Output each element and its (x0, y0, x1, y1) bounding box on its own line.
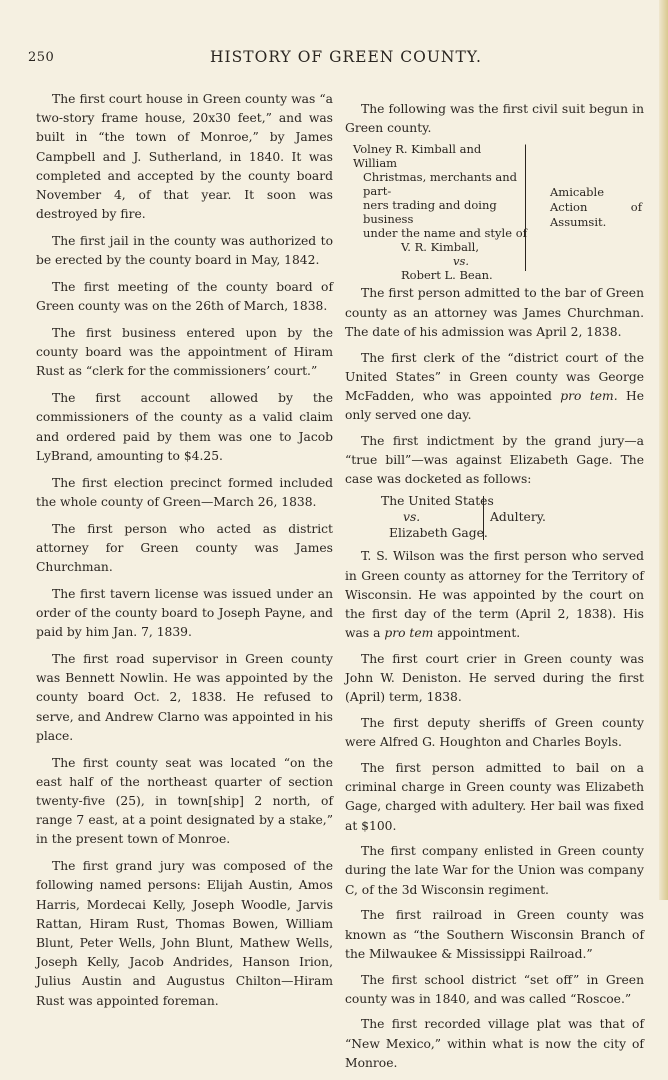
text-run: The first clerk of the “district court of the United States” in Green county was George McFadden, who was appointed (345, 350, 644, 403)
brace (477, 496, 484, 540)
case-line: under the name and style of (363, 226, 527, 241)
paragraph: The first grand jury was composed of the following named persons: Elijah Austin, Amos Harris, Mordecai Kelly, Joseph Woodle, Jarvis Rattan, Hiram Rust, Thomas Bowen, William Blunt, Peter Wells, John Blunt, Mathew Wells, Joseph Kelly, Jacob Andrides, Hanson Irion, Julius Austin and Augustus Chilton—Hiram Rust was appointed foreman. (36, 859, 333, 1008)
left-column (36, 90, 333, 1018)
paragraph: The first court crier in Green county was John W. Deniston. He served during the first (April) term, 1838. (345, 651, 644, 705)
case-line: V. R. Kimball, (401, 240, 479, 255)
case-vs: vs. (403, 510, 421, 525)
case-vs: vs. (453, 254, 470, 269)
case-line: Christmas, merchants and part- (363, 170, 517, 199)
running-title: HISTORY OF GREEN COUNTY. (210, 48, 482, 66)
paragraph: The first meeting of the county board of Green county was on the 26th of March, 1838. (36, 280, 333, 314)
italic-text: pro tem (384, 626, 434, 641)
brace (525, 144, 534, 271)
paragraph: The first person admitted to bail on a criminal charge in Green county was Elizabeth Gage, charged with adultery. Her bail was fixed at $100. (345, 760, 644, 833)
criminal-case-caption (345, 493, 644, 543)
paragraph: The first court house in Green county was “a two-story frame house, 20x30 feet,” and was built in “the town of Monroe,” by James Campbell and J. Sutherland, in 1840. It was completed and accepted by the county board November 4, of that year. It soon was destroyed by fire. (36, 92, 333, 222)
text-run: appointment. (433, 626, 521, 641)
paragraph: The first deputy sheriffs of Green county were Alfred G. Houghton and Charles Boyls. (345, 716, 644, 750)
paragraph: The first indictment by the grand jury—a “true bill”—was against Elizabeth Gage. The case was docketed as follows: (345, 433, 644, 487)
paragraph: The first road supervisor in Green county was Bennett Nowlin. He was appointed by the county board Oct. 2, 1838. He refused to serve, and Andrew Clarno was appointed in his place. (36, 652, 333, 743)
case-line: Elizabeth Gage. (389, 526, 488, 541)
page-edge (659, 0, 668, 900)
text-run: He only served one day. (345, 388, 644, 423)
paragraph: The first person who acted as district attorney for Green county was James Churchman. (36, 521, 333, 575)
paragraph: The first account allowed by the commissioners of the county as a valid claim and ordered paid by them was one to Jacob LyBrand, amounting to $4.25. (36, 391, 333, 463)
case-line: ners trading and doing business (363, 198, 497, 227)
case-line: Volney R. Kimball and William (353, 142, 482, 171)
action-line: Action of (550, 200, 642, 215)
right-column (345, 100, 644, 1080)
case-line: The United States (381, 494, 494, 509)
text-run: T. S. Wilson was the first person who served in Green county as attorney for the Territory of Wisconsin. He was appointed by the court on the first day of the term (April 2, 1838). His was a (345, 549, 644, 641)
paragraph: The first jail in the county was authorized to be erected by the county board in May, 1842. (36, 234, 333, 268)
civil-case-caption (345, 142, 644, 282)
paragraph: The first election precinct formed included the whole county of Green—March 26, 1838. (36, 475, 333, 509)
paragraph: The first railroad in Green county was known as “the Southern Wisconsin Branch of the Milwaukee & Mississippi Railroad.” (345, 908, 644, 961)
case-line: Robert L. Bean. (401, 268, 493, 283)
case-charge: Adultery. (490, 510, 546, 525)
page-header (28, 48, 636, 70)
paragraph: The first school district “set off” in Green county was in 1840, and was called “Roscoe.” (345, 972, 644, 1006)
paragraph: The following was the first civil suit begun in Green county. (345, 102, 644, 136)
paragraph: The first person admitted to the bar of Green county as an attorney was James Churchman. The date of his admission was April 2, 1838. (345, 286, 644, 339)
paragraph: The first tavern license was issued under an order of the county board to Joseph Payne, and paid by him Jan. 7, 1839. (36, 586, 333, 640)
case-action (550, 185, 642, 230)
paragraph: The first recorded village plat was that of “New Mexico,” within what is now the city of Monroe. (345, 1017, 644, 1070)
paragraph (345, 349, 644, 426)
paragraph: The first business entered upon by the county board was the appointment of Hiram Rust as “clerk for the commissioners’ court.” (36, 326, 333, 379)
paragraph: The first county seat was located “on the east half of the northeast quarter of section twenty-five (25), in town[ship] 2 north, of range 7 east, at a point designated by a stake,” in the present town of Monroe. (36, 755, 333, 847)
action-line: Amicable (550, 185, 605, 200)
paragraph: The first company enlisted in Green county during the late War for the Union was company C, of the 3d Wisconsin regiment. (345, 844, 644, 897)
italic-text: pro tem. (560, 388, 618, 403)
page-number: 250 (28, 50, 55, 65)
paragraph (345, 547, 644, 643)
action-line: Assumsit. (550, 215, 607, 230)
